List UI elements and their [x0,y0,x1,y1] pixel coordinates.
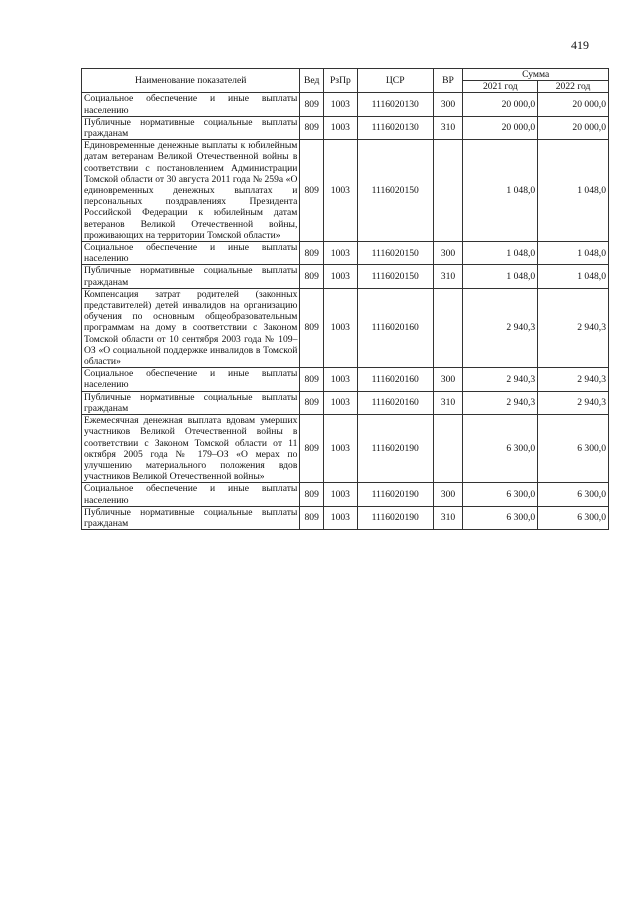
row-csr-cell: 1116020150 [357,140,433,242]
table-row [82,116,609,139]
header-vr: ВР [433,69,463,93]
table-row [82,140,609,242]
row-vr-cell: 300 [433,242,463,265]
row-ved-cell: 809 [300,483,324,506]
row-sum-2021-cell: 2 940,3 [463,368,538,391]
row-rzpr-cell: 1003 [323,506,357,529]
row-csr-cell: 1116020190 [357,483,433,506]
page-number: 419 [571,38,589,52]
row-vr-cell [433,288,463,367]
row-csr-cell: 1116020190 [357,415,433,483]
row-sum-2021-cell: 2 940,3 [463,288,538,367]
row-sum-2022-cell: 6 300,0 [538,483,609,506]
row-sum-2021-cell: 20 000,0 [463,116,538,139]
row-sum-2022-cell: 6 300,0 [538,415,609,483]
row-ved-cell: 809 [300,506,324,529]
row-ved-cell: 809 [300,391,324,414]
row-sum-2022-cell: 6 300,0 [538,506,609,529]
row-vr-cell: 310 [433,116,463,139]
header-2022: 2022 год [538,81,609,93]
row-rzpr-cell: 1003 [323,140,357,242]
table-row [82,288,609,367]
table-row [82,242,609,265]
row-name-cell: Социальное обеспечение и иные выплаты населению [82,368,300,391]
budget-table [81,68,609,530]
header-ved: Вед [300,69,324,93]
row-name-cell: Публичные нормативные социальные выплаты гражданам [82,391,300,414]
header-csr: ЦСР [357,69,433,93]
table-row [82,506,609,529]
row-name-cell: Публичные нормативные социальные выплаты гражданам [82,116,300,139]
row-csr-cell: 1116020160 [357,288,433,367]
row-sum-2021-cell: 1 048,0 [463,265,538,288]
row-sum-2021-cell: 2 940,3 [463,391,538,414]
row-sum-2021-cell: 6 300,0 [463,483,538,506]
row-ved-cell: 809 [300,415,324,483]
header-rzpr: РзПр [323,69,357,93]
row-sum-2022-cell: 1 048,0 [538,140,609,242]
row-vr-cell: 300 [433,368,463,391]
row-sum-2022-cell: 1 048,0 [538,242,609,265]
header-2021: 2021 год [463,81,538,93]
row-sum-2022-cell: 1 048,0 [538,265,609,288]
row-name-cell: Публичные нормативные социальные выплаты гражданам [82,265,300,288]
row-vr-cell: 310 [433,506,463,529]
row-rzpr-cell: 1003 [323,368,357,391]
row-rzpr-cell: 1003 [323,483,357,506]
row-rzpr-cell: 1003 [323,93,357,116]
table-row [82,265,609,288]
row-ved-cell: 809 [300,288,324,367]
header-sum: Сумма [463,69,609,81]
row-name-cell: Социальное обеспечение и иные выплаты населению [82,483,300,506]
row-rzpr-cell: 1003 [323,288,357,367]
row-csr-cell: 1116020150 [357,242,433,265]
table-row [82,391,609,414]
row-name-cell: Публичные нормативные социальные выплаты гражданам [82,506,300,529]
row-vr-cell: 300 [433,93,463,116]
row-csr-cell: 1116020150 [357,265,433,288]
row-vr-cell [433,415,463,483]
row-sum-2021-cell: 6 300,0 [463,506,538,529]
row-vr-cell: 310 [433,391,463,414]
row-sum-2021-cell: 1 048,0 [463,242,538,265]
row-csr-cell: 1116020160 [357,391,433,414]
table-header [82,69,609,93]
row-vr-cell: 310 [433,265,463,288]
row-sum-2022-cell: 20 000,0 [538,116,609,139]
row-rzpr-cell: 1003 [323,116,357,139]
row-name-cell: Социальное обеспечение и иные выплаты населению [82,93,300,116]
row-name-cell: Компенсация затрат родителей (законных представителей) детей инвалидов на организацию обучения по основным общеобразовательным программам на дому в соответствии с Законом Томской области от 10 сентября 2003 года № 109–ОЗ «О социальной поддержке инвалидов в Томской области» [82,288,300,367]
row-name-cell: Ежемесячная денежная выплата вдовам умерших участников Великой Отечественной войны в соответствии с Законом Томской области от 11 октября 2005 года № 179–ОЗ «О мерах по улучшению материального положения вдов участников Великой Отечественной войны» [82,415,300,483]
row-csr-cell: 1116020130 [357,93,433,116]
row-csr-cell: 1116020190 [357,506,433,529]
row-ved-cell: 809 [300,93,324,116]
table-row [82,415,609,483]
table-row [82,368,609,391]
row-sum-2021-cell: 1 048,0 [463,140,538,242]
row-vr-cell: 300 [433,483,463,506]
row-ved-cell: 809 [300,242,324,265]
row-ved-cell: 809 [300,368,324,391]
row-ved-cell: 809 [300,116,324,139]
row-ved-cell: 809 [300,265,324,288]
row-sum-2022-cell: 2 940,3 [538,391,609,414]
row-rzpr-cell: 1003 [323,242,357,265]
row-ved-cell: 809 [300,140,324,242]
row-name-cell: Единовременные денежные выплаты к юбилейным датам ветеранам Великой Отечественной войны в соответствии с постановлением Администрации Томской области от 30 августа 2011 года № 259а «О единовременных денежных выплатах и персональных поздравлениях Президента Российской Федерации к юбилейным датам ветеранов Великой Отечественной войны, проживающих на территории Томской области» [82,140,300,242]
row-rzpr-cell: 1003 [323,415,357,483]
row-rzpr-cell: 1003 [323,391,357,414]
row-csr-cell: 1116020160 [357,368,433,391]
row-sum-2022-cell: 2 940,3 [538,288,609,367]
header-name: Наименование показателей [82,69,300,93]
table-row [82,483,609,506]
row-csr-cell: 1116020130 [357,116,433,139]
row-sum-2022-cell: 20 000,0 [538,93,609,116]
row-vr-cell [433,140,463,242]
row-sum-2022-cell: 2 940,3 [538,368,609,391]
row-sum-2021-cell: 20 000,0 [463,93,538,116]
row-sum-2021-cell: 6 300,0 [463,415,538,483]
table-row [82,93,609,116]
row-name-cell: Социальное обеспечение и иные выплаты населению [82,242,300,265]
table-body [82,93,609,530]
row-rzpr-cell: 1003 [323,265,357,288]
